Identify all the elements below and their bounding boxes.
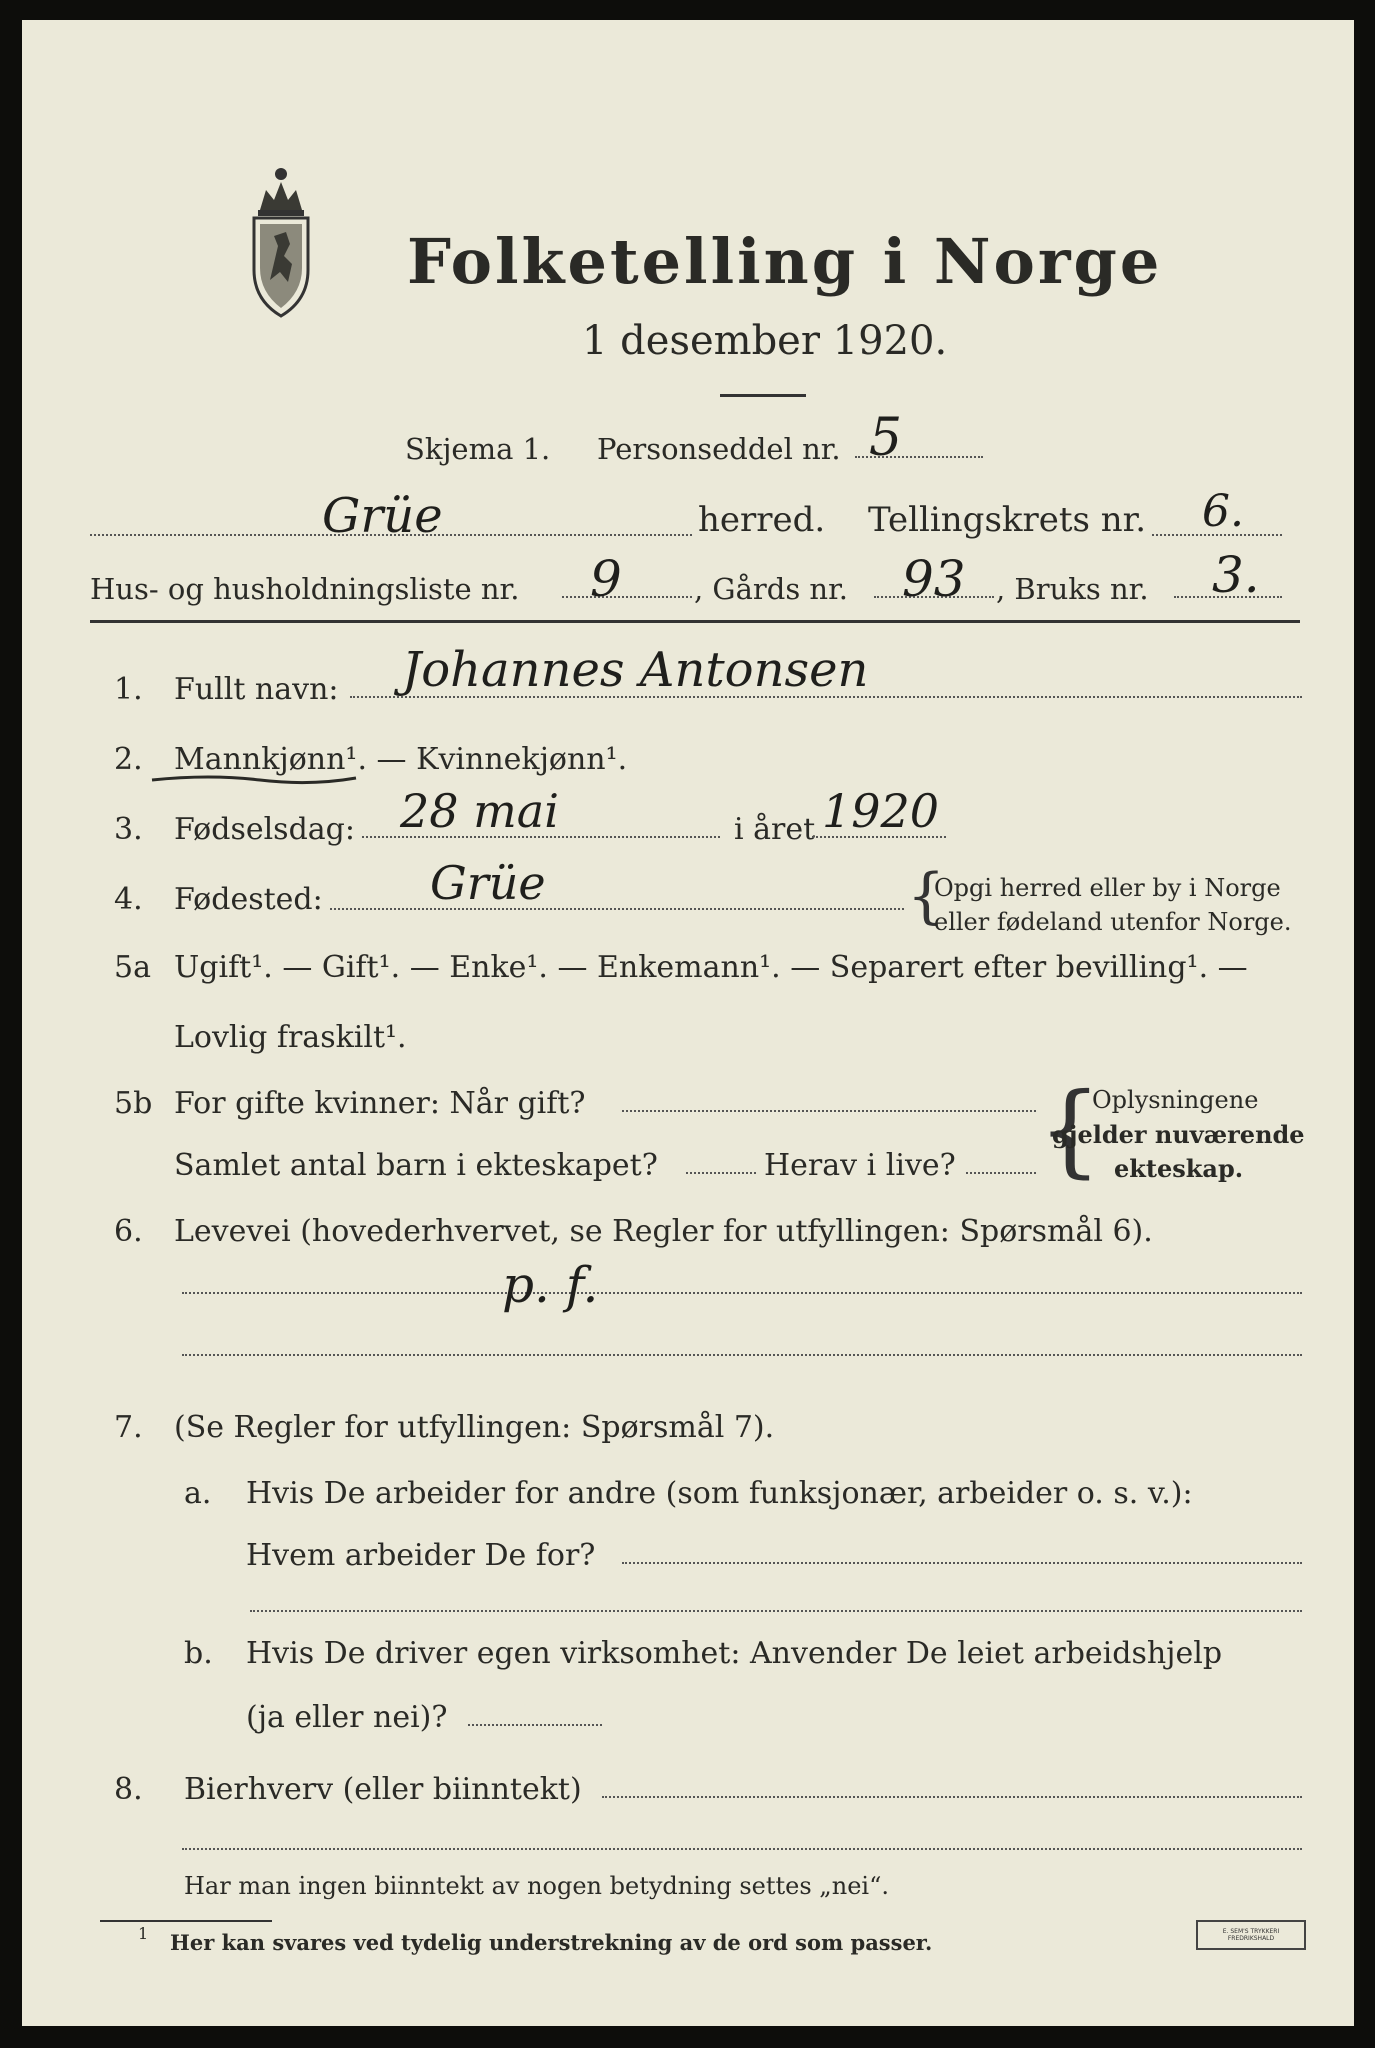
q4-field — [330, 908, 904, 910]
q4-value: Grüe — [430, 856, 546, 910]
q7b-number: b. — [184, 1636, 213, 1671]
q3-label: Fødselsdag: — [174, 812, 355, 847]
tellingskrets-value: 6. — [1202, 486, 1244, 537]
bruks-label: , Bruks nr. — [996, 572, 1149, 606]
q5a-number: 5a — [114, 950, 151, 985]
q7b-text: Hvis De driver egen virksomhet: Anvender De leiet arbeidshjelp — [246, 1636, 1223, 1671]
gards-value: 93 — [902, 550, 966, 608]
footnote-mark: 1 — [138, 1924, 149, 1943]
census-form — [22, 20, 1354, 2026]
q5b-note2: gjelder nuværende — [1052, 1120, 1305, 1149]
q7a-field-line2 — [250, 1610, 1302, 1612]
q5b-gift-field — [622, 1110, 1036, 1112]
q7b-text2: (ja eller nei)? — [246, 1700, 448, 1735]
q3-year-value: 1920 — [822, 784, 940, 838]
q8-text: Bierhverv (eller biinntekt) — [184, 1772, 582, 1807]
form-title: Folketelling i Norge — [407, 225, 1163, 298]
q7b-field — [468, 1724, 602, 1726]
q2-text: Mannkjønn¹. — Kvinnekjønn¹. — [174, 742, 628, 777]
header-divider — [90, 620, 1300, 623]
q2-underline-mark — [150, 772, 360, 788]
q8-field-line1 — [602, 1796, 1302, 1798]
q6-number: 6. — [114, 1214, 143, 1249]
q6-text: Levevei (hovederhvervet, se Regler for utfyllingen: Spørsmål 6). — [174, 1214, 1153, 1249]
q3-year-label: i året — [734, 812, 816, 847]
q7a-text: Hvis De arbeider for andre (som funksjonær, arbeider o. s. v.): — [246, 1476, 1193, 1511]
q5b-number: 5b — [114, 1086, 153, 1121]
census-date: 1 desember 1920. — [582, 318, 948, 364]
q3-number: 3. — [114, 812, 143, 847]
husholdningsliste-field — [562, 596, 692, 598]
q8-field-line2 — [182, 1848, 1302, 1850]
q4-note-brace: { — [907, 861, 946, 931]
herred-value: Grüe — [322, 488, 443, 544]
printer-stamp — [1196, 1920, 1306, 1950]
q1-number: 1. — [114, 672, 143, 707]
q8-number: 8. — [114, 1772, 143, 1807]
skjema-label: Skjema 1. — [405, 432, 551, 466]
gards-label: , Gårds nr. — [694, 572, 848, 606]
q4-label: Fødested: — [174, 882, 323, 917]
q6-field-line1 — [182, 1292, 1302, 1294]
q5b-line1: For gifte kvinner: Når gift? — [174, 1086, 586, 1121]
q1-label: Fullt navn: — [174, 672, 339, 707]
personseddel-label: Personseddel nr. — [597, 432, 841, 466]
q1-value: Johannes Antonsen — [402, 642, 869, 698]
q4-note-line1: Opgi herred eller by i Norge — [934, 874, 1281, 902]
husholdningsliste-label: Hus- og husholdningsliste nr. — [90, 572, 520, 606]
q5b-barn-field — [686, 1172, 756, 1174]
printer-stamp-text: E. SEM'S TRYKKERI FREDRIKSHALD — [1222, 1928, 1280, 1942]
q6-value: p. f. — [502, 1256, 599, 1314]
q5b-note1: Oplysningene — [1092, 1086, 1259, 1114]
q5b-line2b: Herav i live? — [764, 1148, 956, 1183]
tellingskrets-label: Tellingskrets nr. — [868, 500, 1147, 540]
q5a-text2: Lovlig fraskilt¹. — [174, 1020, 407, 1055]
coat-of-arms-icon — [234, 160, 328, 320]
q5b-note-brace: { — [1038, 1071, 1102, 1188]
q4-note-line2: eller fødeland utenfor Norge. — [934, 908, 1292, 936]
q7-number: 7. — [114, 1410, 143, 1445]
q7a-number: a. — [184, 1476, 212, 1511]
biinntekt-note: Har man ingen biinntekt av nogen betydning settes „nei“. — [184, 1872, 889, 1900]
q4-number: 4. — [114, 882, 143, 917]
husholdningsliste-value: 9 — [590, 550, 622, 608]
footnote-divider — [100, 1920, 272, 1922]
q6-field-line2 — [182, 1354, 1302, 1356]
q7a-field-line1 — [622, 1562, 1302, 1564]
q5b-live-field — [966, 1172, 1036, 1174]
q5b-line2: Samlet antal barn i ekteskapet? — [174, 1148, 658, 1183]
herred-label: herred. — [698, 500, 826, 540]
personseddel-value: 5 — [869, 408, 903, 468]
title-divider — [720, 394, 806, 397]
q5b-note3: ekteskap. — [1114, 1154, 1244, 1183]
footnote-text: Her kan svares ved tydelig understrekning av de ord som passer. — [170, 1930, 933, 1955]
q7a-text2: Hvem arbeider De for? — [246, 1538, 596, 1573]
q2-number: 2. — [114, 742, 143, 777]
q3-value: 28 mai — [400, 784, 559, 838]
q5a-text: Ugift¹. — Gift¹. — Enke¹. — Enkemann¹. — Separert efter bevilling¹. — — [174, 950, 1248, 985]
bruks-value: 3. — [1212, 546, 1260, 604]
q7-text: (Se Regler for utfyllingen: Spørsmål 7). — [174, 1410, 775, 1445]
